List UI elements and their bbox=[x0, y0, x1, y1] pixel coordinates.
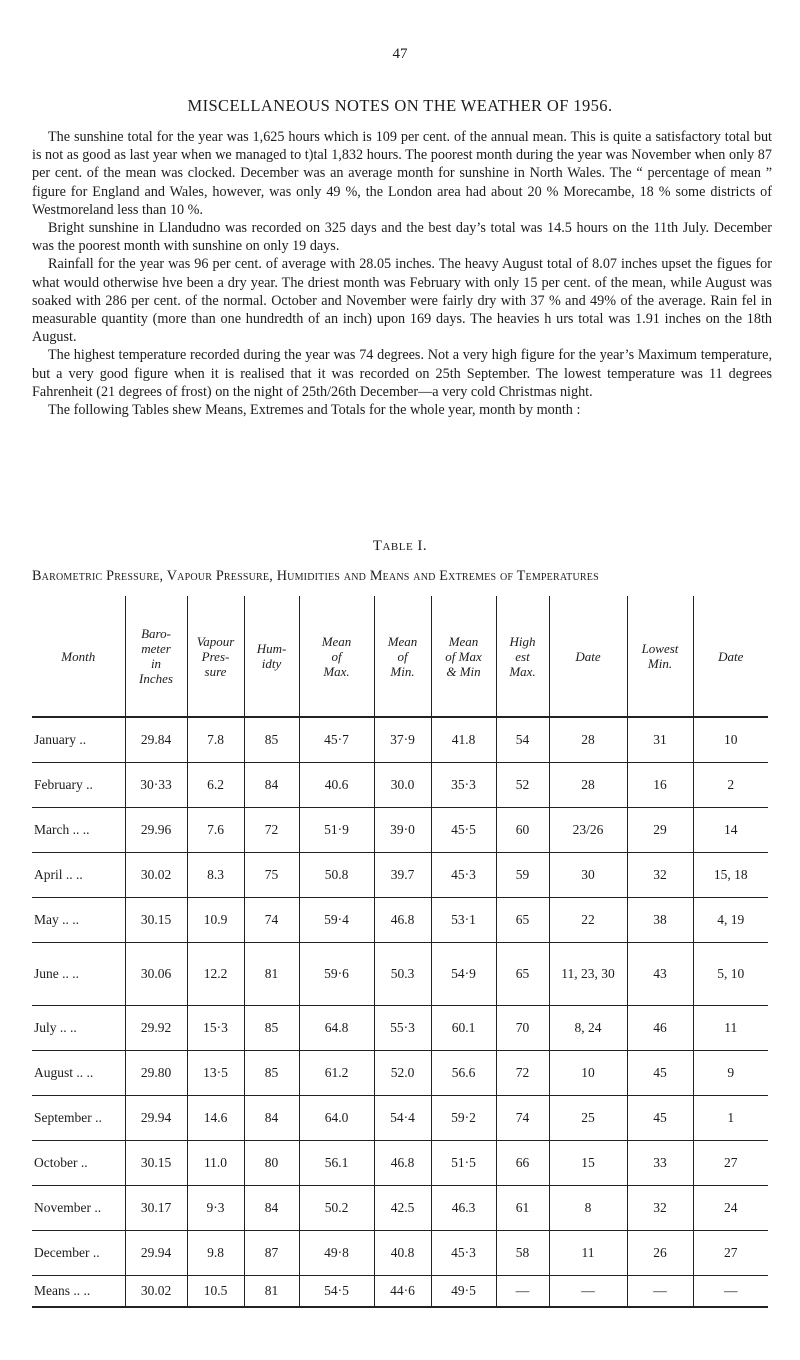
cell-mean-max: 64.0 bbox=[299, 1096, 374, 1141]
cell-date-highest: 10 bbox=[549, 1051, 627, 1096]
cell-barometer: 30·33 bbox=[125, 763, 187, 808]
cell-month: October .. bbox=[32, 1141, 125, 1186]
table-caption: Barometric Pressure, Vapour Pressure, Humidities and Means and Extremes of Temperatures bbox=[32, 568, 599, 584]
cell-vapour: 13·5 bbox=[187, 1051, 244, 1096]
table-row bbox=[32, 943, 768, 1006]
cell-date-lowest: 27 bbox=[693, 1141, 768, 1186]
cell-mean-min: 52.0 bbox=[374, 1051, 431, 1096]
cell-lowest: — bbox=[627, 1276, 693, 1308]
cell-mean-max-min: 54·9 bbox=[431, 943, 496, 1006]
paragraph-tables-intro: The following Tables shew Means, Extremes and Totals for the whole year, month by month : bbox=[48, 402, 581, 419]
cell-date-lowest: 15, 18 bbox=[693, 853, 768, 898]
table-label: Table I. bbox=[372, 538, 428, 554]
cell-mean-min: 50.3 bbox=[374, 943, 431, 1006]
cell-mean-max: 54·5 bbox=[299, 1276, 374, 1308]
cell-mean-max-min: 49·5 bbox=[431, 1276, 496, 1308]
cell-humidity: 74 bbox=[244, 898, 299, 943]
cell-vapour: 8.3 bbox=[187, 853, 244, 898]
cell-lowest: 32 bbox=[627, 1186, 693, 1231]
cell-barometer: 29.94 bbox=[125, 1096, 187, 1141]
cell-highest: 54 bbox=[496, 717, 549, 763]
cell-mean-max: 59·4 bbox=[299, 898, 374, 943]
header-vapour-pressure: Vapour Pres- sure bbox=[187, 596, 244, 717]
cell-month: August .. .. bbox=[32, 1051, 125, 1096]
cell-vapour: 11.0 bbox=[187, 1141, 244, 1186]
header-humidity: Hum- idty bbox=[244, 596, 299, 717]
cell-mean-min: 39·0 bbox=[374, 808, 431, 853]
cell-date-highest: 11, 23, 30 bbox=[549, 943, 627, 1006]
cell-barometer: 30.02 bbox=[125, 1276, 187, 1308]
cell-barometer: 29.94 bbox=[125, 1231, 187, 1276]
cell-barometer: 29.84 bbox=[125, 717, 187, 763]
cell-date-lowest: 1 bbox=[693, 1096, 768, 1141]
cell-mean-max-min: 45·5 bbox=[431, 808, 496, 853]
cell-month: May .. .. bbox=[32, 898, 125, 943]
cell-mean-max: 59·6 bbox=[299, 943, 374, 1006]
cell-mean-max: 40.6 bbox=[299, 763, 374, 808]
header-highest-max: High est Max. bbox=[496, 596, 549, 717]
cell-barometer: 29.80 bbox=[125, 1051, 187, 1096]
cell-mean-max-min: 59·2 bbox=[431, 1096, 496, 1141]
cell-mean-min: 37·9 bbox=[374, 717, 431, 763]
cell-mean-max-min: 45·3 bbox=[431, 853, 496, 898]
cell-highest: 66 bbox=[496, 1141, 549, 1186]
cell-month: Means .. .. bbox=[32, 1276, 125, 1308]
header-mean-min: Mean of Min. bbox=[374, 596, 431, 717]
cell-date-lowest: 9 bbox=[693, 1051, 768, 1096]
cell-date-highest: 11 bbox=[549, 1231, 627, 1276]
cell-mean-max: 45·7 bbox=[299, 717, 374, 763]
cell-humidity: 75 bbox=[244, 853, 299, 898]
header-date-lowest: Date bbox=[693, 596, 768, 717]
cell-mean-max: 50.8 bbox=[299, 853, 374, 898]
cell-mean-max: 64.8 bbox=[299, 1006, 374, 1051]
cell-lowest: 33 bbox=[627, 1141, 693, 1186]
cell-date-highest: 8 bbox=[549, 1186, 627, 1231]
cell-month: December .. bbox=[32, 1231, 125, 1276]
cell-mean-max-min: 45·3 bbox=[431, 1231, 496, 1276]
cell-humidity: 81 bbox=[244, 1276, 299, 1308]
cell-vapour: 6.2 bbox=[187, 763, 244, 808]
cell-month: July .. .. bbox=[32, 1006, 125, 1051]
table-row bbox=[32, 763, 768, 808]
cell-date-highest: 15 bbox=[549, 1141, 627, 1186]
cell-mean-min: 55·3 bbox=[374, 1006, 431, 1051]
cell-barometer: 30.02 bbox=[125, 853, 187, 898]
paragraph-temperature: The highest temperature recorded during the year was 74 degrees. Not a very high figure for the year’s Maximum temperature, but a very good figure when it is realised that it was recorded on 25th September. The lowest temperature was 11 degrees Fahrenheit (21 degrees of frost) on the night of 25th/26th December—a very cold Christmas night. bbox=[32, 347, 772, 400]
cell-date-lowest: — bbox=[693, 1276, 768, 1308]
body-text bbox=[32, 128, 772, 419]
cell-date-highest: 28 bbox=[549, 717, 627, 763]
cell-mean-max: 51·9 bbox=[299, 808, 374, 853]
cell-highest: 74 bbox=[496, 1096, 549, 1141]
header-barometer: Baro- meter in Inches bbox=[125, 596, 187, 717]
cell-barometer: 30.06 bbox=[125, 943, 187, 1006]
cell-mean-max-min: 46.3 bbox=[431, 1186, 496, 1231]
cell-lowest: 45 bbox=[627, 1096, 693, 1141]
cell-vapour: 9·3 bbox=[187, 1186, 244, 1231]
table-row bbox=[32, 853, 768, 898]
table-row bbox=[32, 1231, 768, 1276]
cell-lowest: 45 bbox=[627, 1051, 693, 1096]
cell-lowest: 43 bbox=[627, 943, 693, 1006]
cell-date-lowest: 24 bbox=[693, 1186, 768, 1231]
page-heading: MISCELLANEOUS NOTES ON THE WEATHER OF 1956. bbox=[187, 96, 613, 115]
table-row bbox=[32, 808, 768, 853]
cell-lowest: 16 bbox=[627, 763, 693, 808]
cell-vapour: 15·3 bbox=[187, 1006, 244, 1051]
cell-date-lowest: 10 bbox=[693, 717, 768, 763]
cell-date-highest: 23/26 bbox=[549, 808, 627, 853]
cell-date-highest: 22 bbox=[549, 898, 627, 943]
cell-barometer: 30.15 bbox=[125, 1141, 187, 1186]
table-row bbox=[32, 898, 768, 943]
cell-barometer: 29.92 bbox=[125, 1006, 187, 1051]
page-number: 47 bbox=[392, 46, 408, 62]
cell-vapour: 10.9 bbox=[187, 898, 244, 943]
cell-highest: 70 bbox=[496, 1006, 549, 1051]
cell-highest: — bbox=[496, 1276, 549, 1308]
table-header-row bbox=[32, 596, 768, 717]
weather-table bbox=[32, 596, 768, 1308]
table-row bbox=[32, 1186, 768, 1231]
cell-highest: 65 bbox=[496, 898, 549, 943]
cell-date-highest: 30 bbox=[549, 853, 627, 898]
cell-mean-max: 56.1 bbox=[299, 1141, 374, 1186]
table-row bbox=[32, 1006, 768, 1051]
cell-date-highest: 28 bbox=[549, 763, 627, 808]
cell-mean-min: 30.0 bbox=[374, 763, 431, 808]
cell-month: February .. bbox=[32, 763, 125, 808]
cell-mean-max: 49·8 bbox=[299, 1231, 374, 1276]
cell-date-lowest: 4, 19 bbox=[693, 898, 768, 943]
cell-highest: 58 bbox=[496, 1231, 549, 1276]
cell-barometer: 29.96 bbox=[125, 808, 187, 853]
cell-highest: 65 bbox=[496, 943, 549, 1006]
cell-humidity: 85 bbox=[244, 1051, 299, 1096]
cell-mean-min: 40.8 bbox=[374, 1231, 431, 1276]
cell-mean-min: 44·6 bbox=[374, 1276, 431, 1308]
cell-vapour: 9.8 bbox=[187, 1231, 244, 1276]
cell-mean-min: 42.5 bbox=[374, 1186, 431, 1231]
cell-humidity: 84 bbox=[244, 1186, 299, 1231]
cell-date-highest: — bbox=[549, 1276, 627, 1308]
cell-highest: 61 bbox=[496, 1186, 549, 1231]
cell-vapour: 12.2 bbox=[187, 943, 244, 1006]
header-date-highest: Date bbox=[549, 596, 627, 717]
cell-highest: 59 bbox=[496, 853, 549, 898]
cell-month: September .. bbox=[32, 1096, 125, 1141]
cell-vapour: 10.5 bbox=[187, 1276, 244, 1308]
cell-humidity: 85 bbox=[244, 1006, 299, 1051]
cell-date-highest: 8, 24 bbox=[549, 1006, 627, 1051]
header-mean-max: Mean of Max. bbox=[299, 596, 374, 717]
cell-highest: 52 bbox=[496, 763, 549, 808]
cell-lowest: 38 bbox=[627, 898, 693, 943]
paragraph-sunshine: The sunshine total for the year was 1,625 hours which is 109 per cent. of the annual mean. This is quite a satisfactory total but is not as good as last year when we managed to t)tal 1,832 hours. The poorest month during the year was November when only 87 per cent. of the mean was clocked. December was an average month for sunshine in North Wales. The “ percentage of mean ” figure for England and Wales, however, was only 49 %, the London area had about 20 % Morecambe, 18 % some districts of Westmoreland less than 10 %. bbox=[32, 129, 772, 218]
cell-mean-max-min: 56.6 bbox=[431, 1051, 496, 1096]
paragraph-rainfall: Rainfall for the year was 96 per cent. of average with 28.05 inches. The heavy August total of 8.07 inches upset the figues for what would otherwise hve been a dry year. The driest month was February with only 15 per cent. of the mean, while August was soaked with 286 per cent. of the normal. October and November were fairly dry with 37 % and 49% of the average. Rain fel in measurable quantity (more than one hundredth of an inch) upon 169 days. The heavies h urs total was 1.91 inches on the 18th August. bbox=[32, 256, 772, 346]
cell-vapour: 7.6 bbox=[187, 808, 244, 853]
table-row bbox=[32, 717, 768, 763]
header-month: Month bbox=[32, 596, 125, 717]
cell-lowest: 29 bbox=[627, 808, 693, 853]
cell-vapour: 14.6 bbox=[187, 1096, 244, 1141]
cell-barometer: 30.17 bbox=[125, 1186, 187, 1231]
table-row bbox=[32, 1141, 768, 1186]
cell-humidity: 80 bbox=[244, 1141, 299, 1186]
cell-date-lowest: 11 bbox=[693, 1006, 768, 1051]
cell-date-lowest: 5, 10 bbox=[693, 943, 768, 1006]
cell-mean-min: 46.8 bbox=[374, 1141, 431, 1186]
cell-mean-min: 54·4 bbox=[374, 1096, 431, 1141]
cell-date-lowest: 27 bbox=[693, 1231, 768, 1276]
cell-mean-max: 61.2 bbox=[299, 1051, 374, 1096]
cell-mean-max-min: 35·3 bbox=[431, 763, 496, 808]
cell-mean-max: 50.2 bbox=[299, 1186, 374, 1231]
cell-date-lowest: 14 bbox=[693, 808, 768, 853]
table-row-means bbox=[32, 1276, 768, 1308]
header-lowest-min: Lowest Min. bbox=[627, 596, 693, 717]
cell-mean-min: 46.8 bbox=[374, 898, 431, 943]
table-row bbox=[32, 1051, 768, 1096]
cell-month: November .. bbox=[32, 1186, 125, 1231]
cell-month: March .. .. bbox=[32, 808, 125, 853]
cell-lowest: 46 bbox=[627, 1006, 693, 1051]
cell-humidity: 87 bbox=[244, 1231, 299, 1276]
cell-mean-max-min: 53·1 bbox=[431, 898, 496, 943]
cell-vapour: 7.8 bbox=[187, 717, 244, 763]
cell-date-highest: 25 bbox=[549, 1096, 627, 1141]
cell-humidity: 84 bbox=[244, 1096, 299, 1141]
cell-lowest: 26 bbox=[627, 1231, 693, 1276]
cell-month: June .. .. bbox=[32, 943, 125, 1006]
cell-month: April .. .. bbox=[32, 853, 125, 898]
table-row bbox=[32, 1096, 768, 1141]
cell-lowest: 32 bbox=[627, 853, 693, 898]
cell-mean-max-min: 60.1 bbox=[431, 1006, 496, 1051]
cell-mean-max-min: 41.8 bbox=[431, 717, 496, 763]
cell-month: January .. bbox=[32, 717, 125, 763]
header-mean-max-min: Mean of Max & Min bbox=[431, 596, 496, 717]
cell-highest: 72 bbox=[496, 1051, 549, 1096]
cell-mean-max-min: 51·5 bbox=[431, 1141, 496, 1186]
cell-highest: 60 bbox=[496, 808, 549, 853]
cell-lowest: 31 bbox=[627, 717, 693, 763]
cell-humidity: 85 bbox=[244, 717, 299, 763]
paragraph-bright-sunshine: Bright sunshine in Llandudno was recorded on 325 days and the best day’s total was 14.5 hours on the 11th July. December was the poorest month with sunshine on only 19 days. bbox=[32, 220, 772, 255]
cell-mean-min: 39.7 bbox=[374, 853, 431, 898]
cell-humidity: 81 bbox=[244, 943, 299, 1006]
cell-humidity: 84 bbox=[244, 763, 299, 808]
cell-humidity: 72 bbox=[244, 808, 299, 853]
cell-date-lowest: 2 bbox=[693, 763, 768, 808]
cell-barometer: 30.15 bbox=[125, 898, 187, 943]
